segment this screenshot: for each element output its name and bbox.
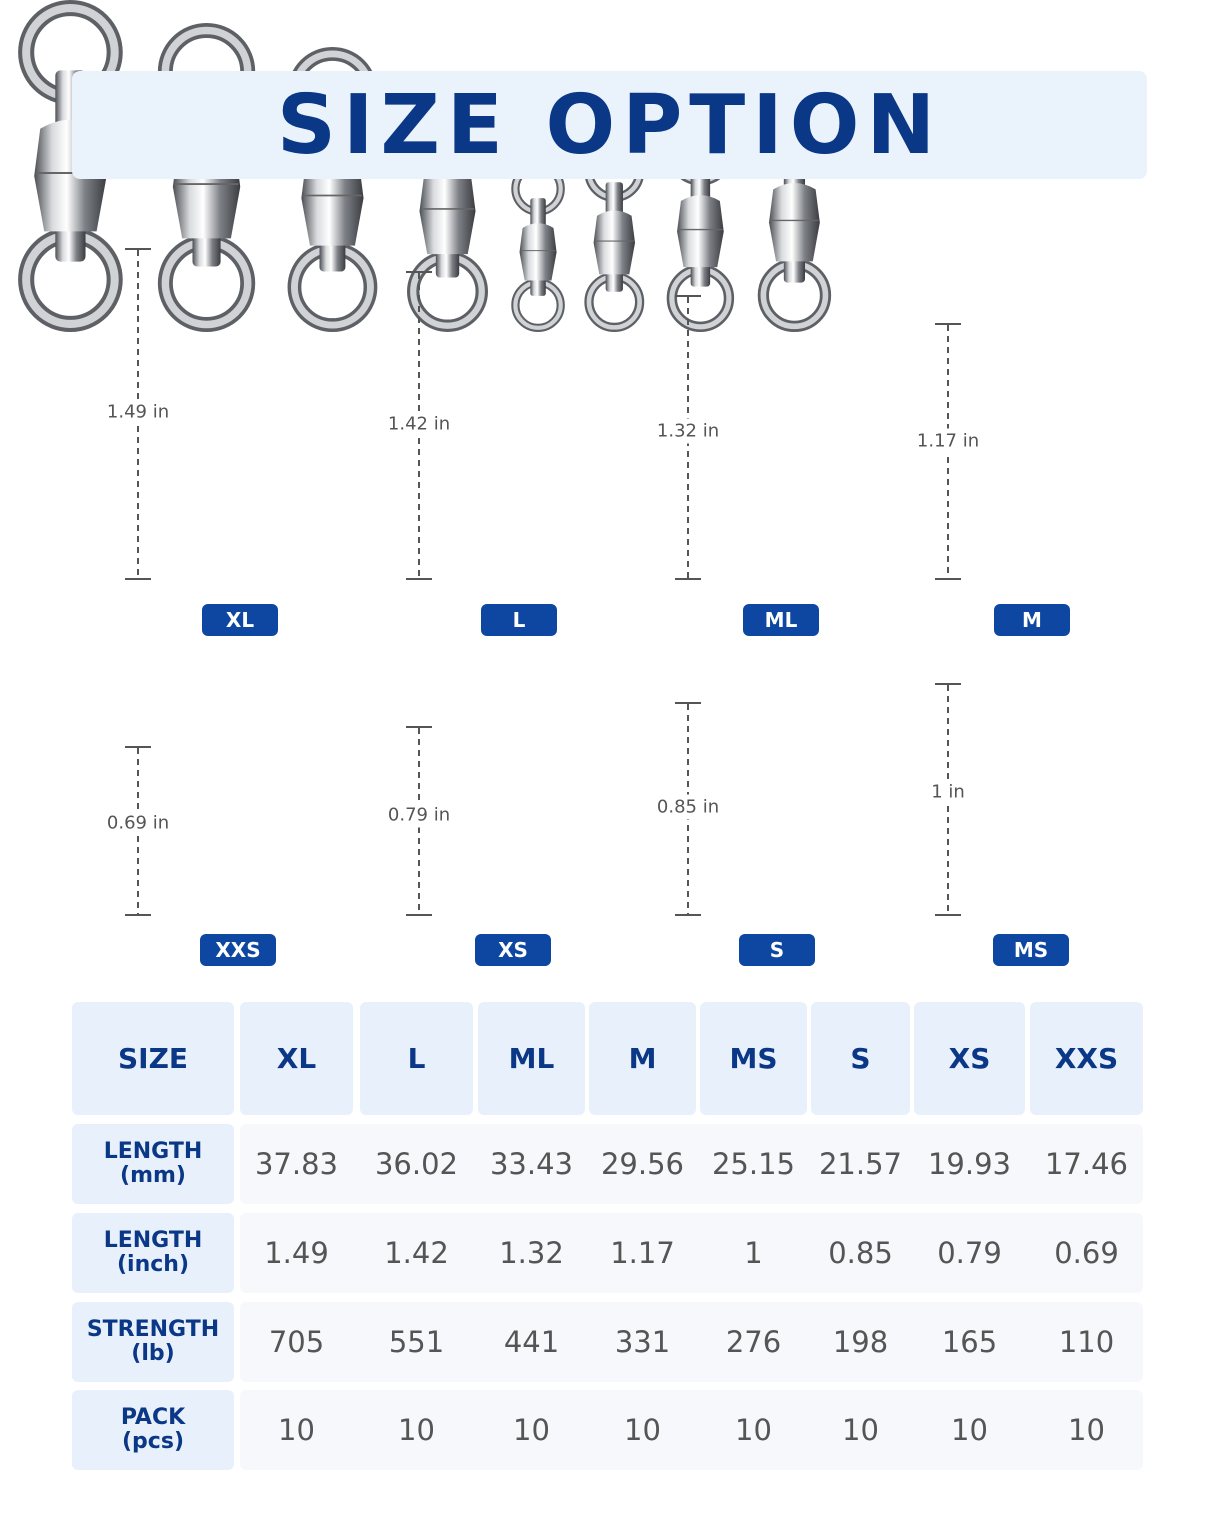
table-cell: 17.46 [1044, 1147, 1129, 1181]
table-cell: 37.83 [254, 1147, 339, 1181]
size-header-label: SIZE [72, 1002, 234, 1115]
length-label: 0.69 in [106, 812, 170, 834]
table-cell: 10 [624, 1413, 661, 1447]
size-column-header: L [360, 1002, 473, 1115]
table-cell: 165 [941, 1325, 998, 1359]
size-column-header: M [589, 1002, 696, 1115]
table-cell: 1.42 [384, 1236, 449, 1270]
table-cell: 10 [398, 1413, 435, 1447]
table-cell: 0.69 [1054, 1236, 1119, 1270]
row-header [72, 1124, 234, 1204]
swivel-image [502, 162, 574, 332]
size-badge: M [994, 604, 1070, 636]
size-badge: ML [743, 604, 819, 636]
size-badge: S [739, 934, 815, 966]
table-cell: 1 [744, 1236, 763, 1270]
size-badge: L [481, 604, 557, 636]
table-cell: 19.93 [927, 1147, 1012, 1181]
length-label: 1 in [931, 781, 965, 803]
table-cell: 33.43 [489, 1147, 574, 1181]
row-header-label: PACK [120, 1405, 186, 1430]
table-cell: 1.32 [499, 1236, 564, 1270]
table-cell: 10 [951, 1413, 988, 1447]
table-cell: 110 [1058, 1325, 1115, 1359]
table-cell: 21.57 [818, 1147, 903, 1181]
row-header-unit: (lb) [131, 1341, 175, 1366]
table-cell: 10 [1068, 1413, 1105, 1447]
table-cell: 551 [388, 1325, 445, 1359]
table-cell: 276 [725, 1325, 782, 1359]
size-column-header: XL [240, 1002, 353, 1115]
size-column-header: S [811, 1002, 910, 1115]
table-cell: 441 [503, 1325, 560, 1359]
length-label: 0.79 in [387, 804, 451, 826]
length-label: 1.49 in [106, 401, 170, 423]
size-badge: XS [475, 934, 551, 966]
table-cell: 10 [842, 1413, 879, 1447]
table-cell: 1.17 [610, 1236, 675, 1270]
title-banner [72, 71, 1147, 179]
row-header [72, 1302, 234, 1382]
row-header-label: STRENGTH [86, 1317, 220, 1342]
table-cell: 0.85 [828, 1236, 893, 1270]
size-column-header: ML [478, 1002, 585, 1115]
table-cell: 198 [832, 1325, 889, 1359]
length-label: 1.32 in [656, 420, 720, 442]
row-header-unit: (inch) [116, 1252, 189, 1277]
table-cell: 29.56 [600, 1147, 685, 1181]
page-title: SIZE OPTION [276, 77, 943, 173]
table-cell: 705 [268, 1325, 325, 1359]
table-cell: 10 [735, 1413, 772, 1447]
size-badge: XL [202, 604, 278, 636]
row-header [72, 1213, 234, 1293]
table-cell: 10 [278, 1413, 315, 1447]
length-label: 1.42 in [387, 413, 451, 435]
length-label: 1.17 in [916, 430, 980, 452]
table-cell: 10 [513, 1413, 550, 1447]
size-column-header: MS [700, 1002, 807, 1115]
table-cell: 1.49 [264, 1236, 329, 1270]
table-cell: 0.79 [937, 1236, 1002, 1270]
size-column-header: XS [914, 1002, 1025, 1115]
row-header-unit: (pcs) [122, 1429, 184, 1454]
length-label: 0.85 in [656, 796, 720, 818]
row-header [72, 1390, 234, 1470]
row-header-label: LENGTH [103, 1139, 203, 1164]
table-cell: 25.15 [711, 1147, 796, 1181]
size-badge: XXS [200, 934, 276, 966]
table-cell: 331 [614, 1325, 671, 1359]
table-cell: 36.02 [374, 1147, 459, 1181]
row-header-label: LENGTH [103, 1228, 203, 1253]
row-header-unit: (mm) [120, 1163, 186, 1188]
size-badge: MS [993, 934, 1069, 966]
size-column-header: XXS [1030, 1002, 1143, 1115]
